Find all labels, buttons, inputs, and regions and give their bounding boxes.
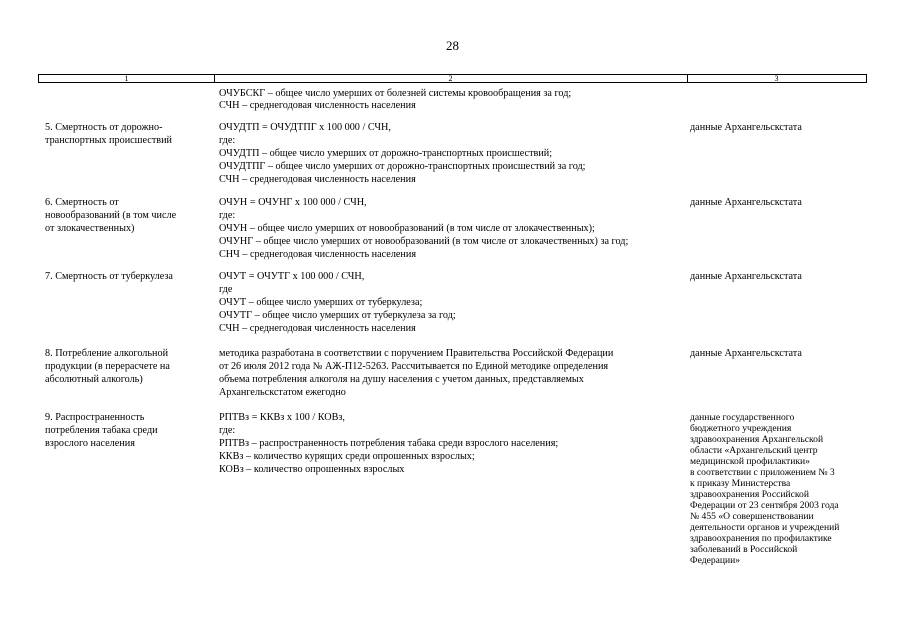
indicator-name: от злокачественных)	[45, 223, 135, 234]
indicator-name: потребления табака среди	[45, 425, 158, 436]
indicator-name: 5. Смертность от дорожно-	[45, 122, 163, 133]
method-line: СЧН – среднегодовая численность населения	[219, 323, 416, 334]
column-header-2: 2	[214, 75, 688, 82]
data-source: бюджетного учреждения	[690, 423, 792, 434]
method-line: РПТВз – распространенность потребления табака среди взрослого населения;	[219, 438, 559, 449]
data-source: медицинской профилактики»	[690, 456, 810, 467]
method-line: ОЧУТ – общее число умерших от туберкулеза;	[219, 297, 423, 308]
column-header-1: 1	[39, 75, 215, 82]
data-source: Федерации от 23 сентября 2003 года	[690, 500, 839, 511]
method-line: где:	[219, 210, 236, 221]
method-line: где	[219, 284, 233, 295]
data-source: здравоохранения Архангельской	[690, 434, 824, 445]
page-number: 28	[446, 38, 459, 53]
data-source: данные Архангельскстата	[690, 122, 802, 133]
method-line: объема потребления алкоголя на душу населения с учетом данных, представляемых	[219, 374, 584, 385]
method-line: ОЧУН = ОЧУНГ х 100 000 / СЧН,	[219, 197, 367, 208]
method-line: РПТВз = ККВз х 100 / КОВз,	[219, 412, 345, 423]
method-line: КОВз – количество опрошенных взрослых	[219, 464, 405, 475]
indicator-name: абсолютный алкоголь)	[45, 374, 143, 385]
indicator-name: 9. Распространенность	[45, 412, 145, 423]
data-source: здравоохранения Российской	[690, 489, 809, 500]
indicator-name: продукции (в перерасчете на	[45, 361, 170, 372]
method-line: где:	[219, 135, 236, 146]
data-source: данные Архангельскстата	[690, 197, 802, 208]
data-source: здравоохранения по профилактике	[690, 533, 832, 544]
method-line: ОЧУТ = ОЧУТГ х 100 000 / СЧН,	[219, 271, 365, 282]
method-line: ОЧУДТП = ОЧУДТПГ х 100 000 / СЧН,	[219, 122, 391, 133]
data-source: Федерации»	[690, 555, 741, 566]
method-line: СЧН – среднегодовая численность населения	[219, 174, 416, 185]
method-line: методика разработана в соответствии с поручением Правительства Российской Федерации	[219, 348, 614, 359]
data-source: данные Архангельскстата	[690, 271, 802, 282]
method-line: ОЧУН – общее число умерших от новообразований (в том числе от злокачественных);	[219, 223, 595, 234]
method-line: Архангельскстатом ежегодно	[219, 387, 346, 398]
data-source: в соответствии с приложением № 3	[690, 467, 835, 478]
continuation-line: ОЧУБСКГ – общее число умерших от болезней системы кровообращения за год;	[219, 88, 572, 99]
indicator-name: 7. Смертность от туберкулеза	[45, 271, 173, 282]
table-header	[38, 74, 867, 83]
data-source: к приказу Министерства	[690, 478, 791, 489]
data-source: деятельности органов и учреждений	[690, 522, 840, 533]
indicator-name: 8. Потребление алкогольной	[45, 348, 169, 359]
data-source: данные государственного	[690, 412, 795, 423]
method-line: ККВз – количество курящих среди опрошенных взрослых;	[219, 451, 475, 462]
method-line: где:	[219, 425, 236, 436]
column-header-3: 3	[774, 74, 779, 83]
indicator-name: транспортных происшествий	[45, 135, 172, 146]
method-line: ОЧУДТПГ – общее число умерших от дорожно-транспортных происшествий за год;	[219, 161, 586, 172]
continuation-line: СЧН – среднегодовая численность населения	[219, 100, 416, 111]
method-line: ОЧУНГ – общее число умерших от новообразований (в том числе от злокачественных) за год;	[219, 236, 629, 247]
data-source: заболеваний в Российской	[690, 544, 798, 555]
indicator-name: новообразований (в том числе	[45, 210, 177, 221]
method-line: ОЧУТГ – общее число умерших от туберкулеза за год;	[219, 310, 456, 321]
data-source: № 455 «О совершенствовании	[690, 511, 814, 522]
method-line: от 26 июля 2012 года № АЖ-П12-5263. Рассчитывается по Единой методике определения	[219, 361, 609, 372]
indicator-name: 6. Смертность от	[45, 197, 119, 208]
data-source: области «Архангельский центр	[690, 445, 818, 456]
method-line: ОЧУДТП – общее число умерших от дорожно-транспортных происшествий;	[219, 148, 553, 159]
indicator-name: взрослого населения	[45, 438, 135, 449]
method-line: СНЧ – среднегодовая численность населения	[219, 249, 417, 260]
data-source: данные Архангельскстата	[690, 348, 802, 359]
